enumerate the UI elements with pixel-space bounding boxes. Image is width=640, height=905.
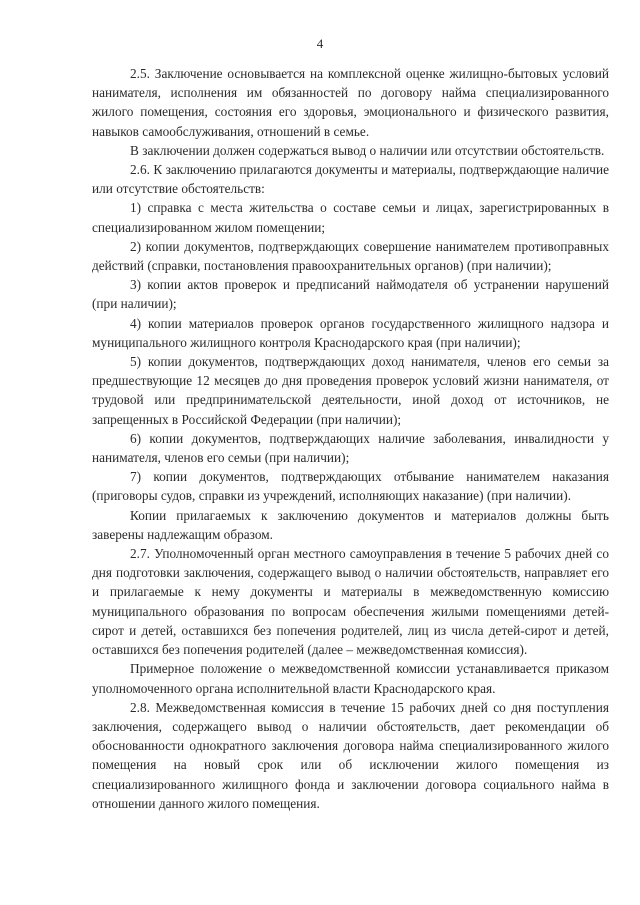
list-item: 1) справка с места жительства о составе семьи и лицах, зарегистрированных в специализированном жилом помещении;	[92, 200, 609, 235]
paragraph: Примерное положение о межведомственной комиссии устанавливается приказом уполномоченного органа исполнительной власти Краснодарского края.	[92, 661, 609, 696]
paragraph: Копии прилагаемых к заключению документов и материалов должны быть заверены надлежащим образом.	[92, 507, 609, 542]
paragraph: 2.8. Межведомственная комиссия в течение 15 рабочих дней со дня поступления заключения, содержащего вывод о наличии обстоятельств, дает рекомендации об обоснованности однократного заключения договора найма специализированного жилого помещения на новый срок или об исключении жилого помещения из специализированного жилищного фонда и заключении договора социального найма в отношении данного жилого помещения.	[92, 699, 609, 811]
list-item: 3) копии актов проверок и предписаний наймодателя об устранении нарушений (при наличии);	[92, 277, 609, 312]
paragraph: В заключении должен содержаться вывод о наличии или отсутствии обстоятельств.	[130, 142, 605, 158]
document-body	[92, 64, 609, 813]
paragraph: 2.5. Заключение основывается на комплексной оценке жилищно-бытовых условий нанимателя, исполнения им обязанностей по договору найма специализированного жилого помещения, состояния его здоровья, эмоционального и физического развития, навыков самообслуживания, отношений в семье.	[92, 66, 609, 139]
list-item: 2) копии документов, подтверждающих совершение нанимателем противоправных действий (справки, постановления правоохранительных органов) (при наличии);	[92, 238, 609, 274]
list-item: 5) копии документов, подтверждающих доход нанимателя, членов его семьи за предшествующие 12 месяцев до дня проведения проверок условий жизни нанимателя, от трудовой или предпринимательской деятельности, иной доход от источников, не запрещенных в Российской Федерации (при наличии);	[92, 354, 609, 427]
list-item: 4) копии материалов проверок органов государственного жилищного надзора и муниципального жилищного контроля Краснодарского края (при наличии);	[92, 315, 609, 350]
paragraph: 2.7. Уполномоченный орган местного самоуправления в течение 5 рабочих дней со дня подготовки заключения, содержащего вывод о наличии обстоятельств, направляет его и прилагаемые к нему документы и материалы в межведомственную комиссию муниципального образования по вопросам обеспечения жилыми помещениями детей-сирот и детей, оставшихся без попечения родителей, лиц из числа детей-сирот и детей, оставшихся без попечения родителей (далее – межведомственная комиссия).	[92, 546, 609, 658]
paragraph: 2.6. К заключению прилагаются документы и материалы, подтверждающие наличие или отсутствие обстоятельств:	[92, 162, 609, 197]
list-item: 6) копии документов, подтверждающих наличие заболевания, инвалидности у нанимателя, членов его семьи (при наличии);	[92, 430, 609, 466]
page-number: 4	[316, 36, 324, 51]
list-item: 7) копии документов, подтверждающих отбывание нанимателем наказания (приговоры судов, справки из учреждений, исполняющих наказание) (при наличии).	[92, 469, 609, 504]
